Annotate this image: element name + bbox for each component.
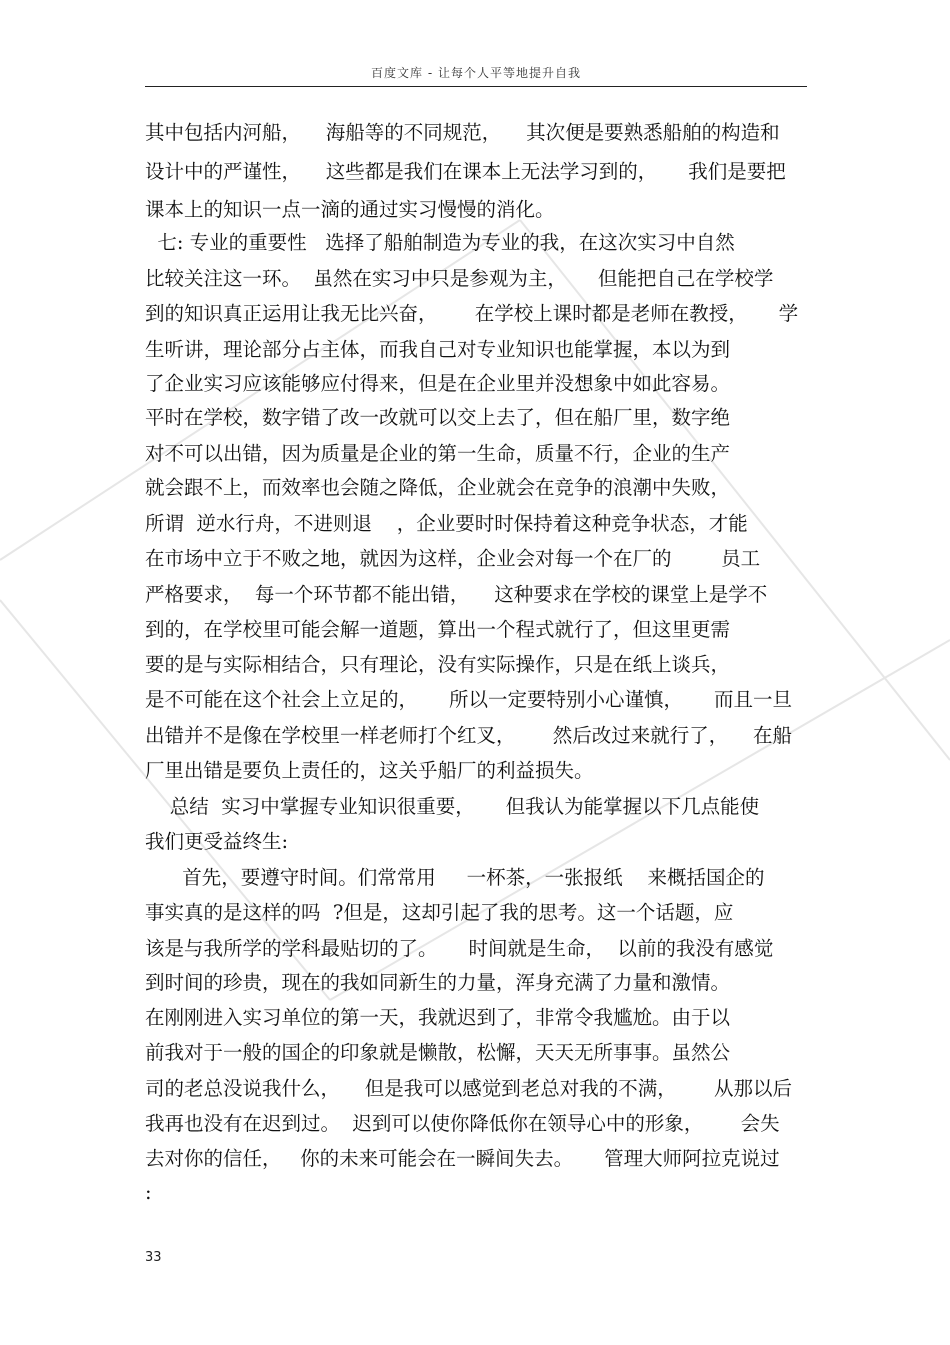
text-line: 所谓 逆水行舟，不进则退 ，企业要时时保持着这种竞争状态，才能 bbox=[145, 512, 748, 535]
text-line: 严格要求， 每一个环节都不能出错， 这种要求在学校的课堂上是学不 bbox=[145, 583, 768, 606]
text-line: 总结 实习中掌握专业知识很重要， 但我认为能掌握以下几点能使 bbox=[145, 795, 760, 818]
text-line: 出错并不是像在学校里一样老师打个红叉， 然后改过来就行了， 在船 bbox=[145, 724, 792, 747]
section-heading-line: 七: 专业的重要性 选择了船舶制造为专业的我，在这次实习中自然 bbox=[145, 231, 735, 254]
text-line: 到时间的珍贵，现在的我如同新生的力量，浑身充满了力量和激情。 bbox=[145, 971, 731, 994]
text-line: 在刚刚进入实习单位的第一天，我就迟到了，非常令我尴尬。由于以 bbox=[145, 1006, 731, 1029]
text-line: 课本上的知识一点一滴的通过实习慢慢的消化。 bbox=[145, 198, 555, 221]
page-number: 33 bbox=[145, 1250, 162, 1265]
text-line: 设计中的严谨性， 这些都是我们在课本上无法学习到的， 我们是要把 bbox=[145, 160, 786, 183]
text-line: 就会跟不上，而效率也会随之降低，企业就会在竞争的浪潮中失败， bbox=[145, 476, 731, 499]
text-line: 去对你的信任， 你的未来可能会在一瞬间失去。 管理大师阿拉克说过 bbox=[145, 1147, 780, 1170]
text-line: 司的老总没说我什么， 但是我可以感觉到老总对我的不满， 从那以后 bbox=[145, 1077, 792, 1100]
page-header: 百度文库 - 让每个人平等地提升自我 bbox=[371, 66, 581, 80]
text-line: 在市场中立于不败之地，就因为这样，企业会对每一个在厂的 员工 bbox=[145, 547, 761, 570]
text-line: 前我对于一般的国企的印象就是懒散，松懈，天天无所事事。虽然公 bbox=[145, 1041, 731, 1064]
text-line: 首先，要遵守时间。们常常用 一杯茶，一张报纸 来概括国企的 bbox=[145, 866, 765, 889]
text-line: 我们更受益终生: bbox=[145, 830, 289, 853]
text-line: 该是与我所学的学科最贴切的了。 时间就是生命， 以前的我没有感觉 bbox=[145, 937, 774, 960]
text-line: 我再也没有在迟到过。 迟到可以使你降低你在领导心中的形象， 会失 bbox=[145, 1112, 780, 1135]
text-line: 生听讲，理论部分占主体，而我自己对专业知识也能掌握，本以为到 bbox=[145, 338, 731, 361]
text-line: 平时在学校，数字错了改一改就可以交上去了，但在船厂里，数字绝 bbox=[145, 406, 731, 429]
text-line: 厂里出错是要负上责任的，这关乎船厂的利益损失。 bbox=[145, 759, 594, 782]
text-line: 了企业实习应该能够应付得来，但是在企业里并没想象中如此容易。 bbox=[145, 372, 731, 395]
text-line: 要的是与实际相结合，只有理论，没有实际操作，只是在纸上谈兵， bbox=[145, 653, 731, 676]
text-line: 到的，在学校里可能会解一道题，算出一个程式就行了，但这里更需 bbox=[145, 618, 731, 641]
text-line: 是不可能在这个社会上立足的， 所以一定要特别小心谨慎， 而且一旦 bbox=[145, 688, 792, 711]
header-divider bbox=[145, 86, 807, 87]
text-line: 比较关注这一环。 虽然在实习中只是参观为主， 但能把自己在学校学 bbox=[145, 267, 774, 290]
text-line: : bbox=[145, 1181, 152, 1204]
text-line: 其中包括内河船， 海船等的不同规范， 其次便是要熟悉船舶的构造和 bbox=[145, 121, 780, 144]
text-line: 事实真的是这样的吗 ?但是，这却引起了我的思考。这一个话题，应 bbox=[145, 901, 734, 924]
text-line: 到的知识真正运用让我无比兴奋， 在学校上课时都是老师在教授， 学 bbox=[145, 302, 799, 325]
text-line: 对不可以出错，因为质量是企业的第一生命，质量不行，企业的生产 bbox=[145, 442, 731, 465]
